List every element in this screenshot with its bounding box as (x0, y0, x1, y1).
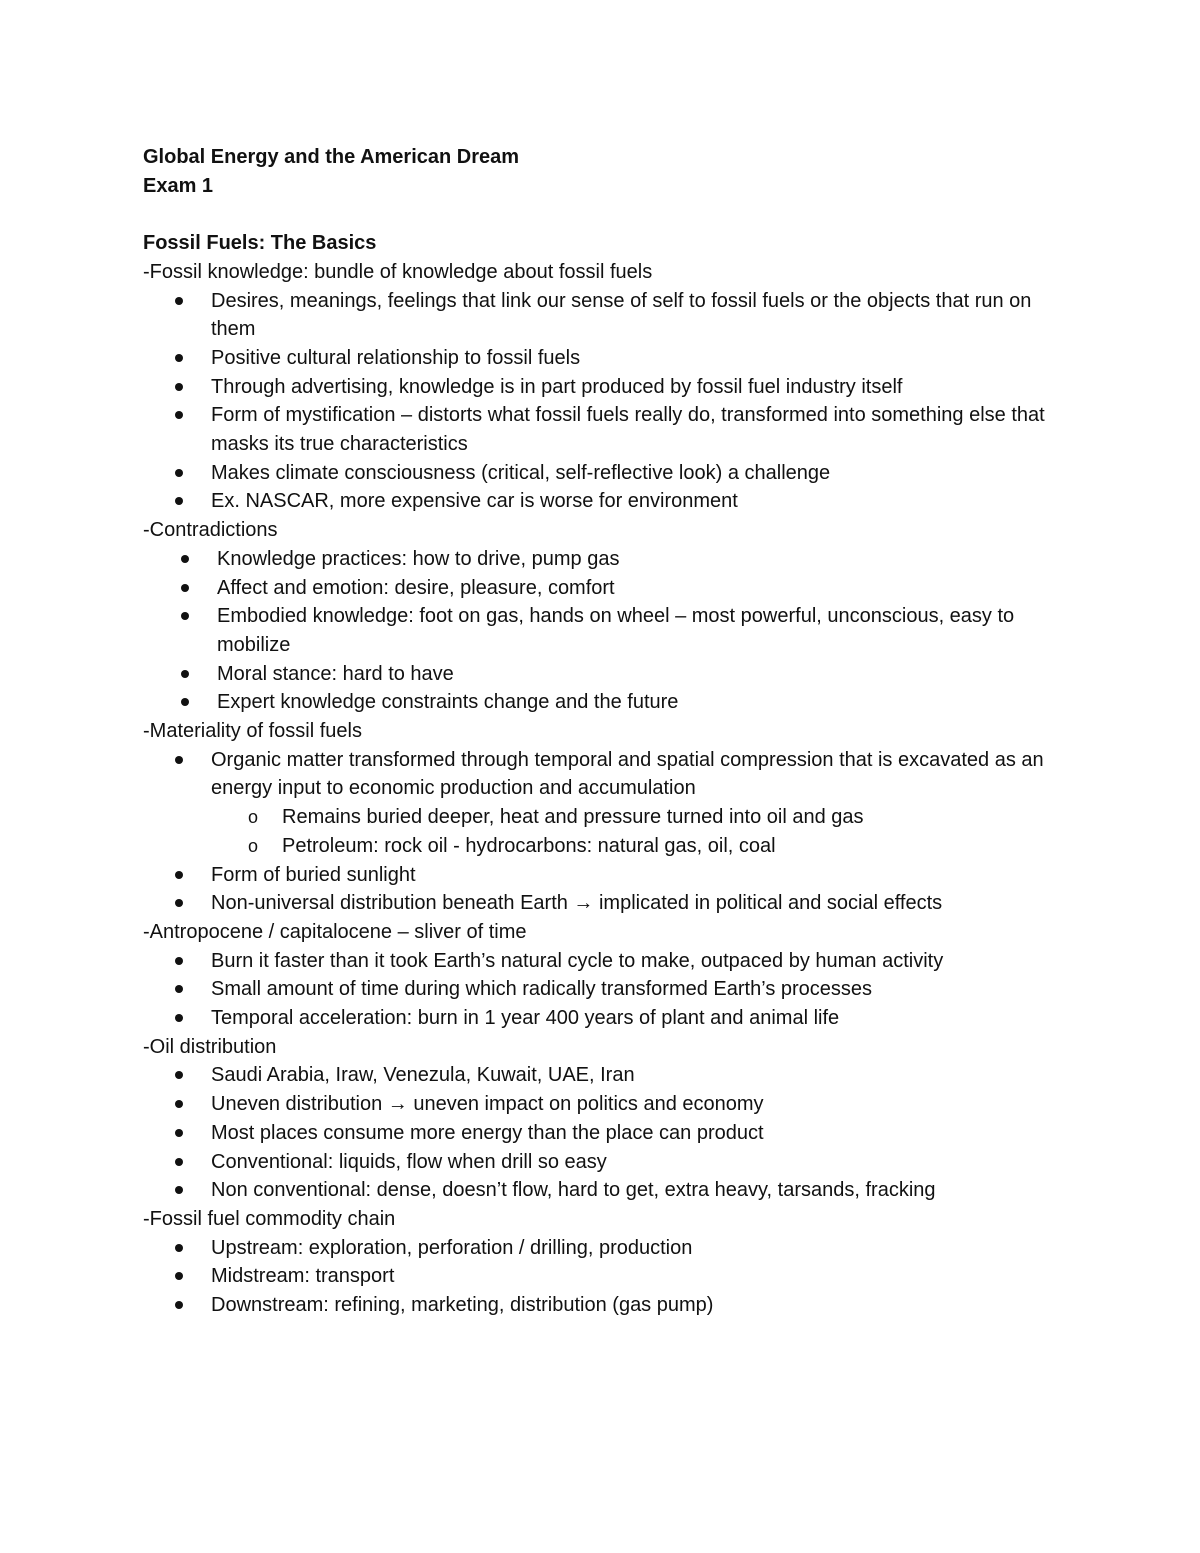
list-item: Desires, meanings, feelings that link our sense of self to fossil fuels or the objects that run on them (143, 287, 1073, 344)
bullet-list (143, 287, 1073, 517)
list-item (143, 746, 1073, 861)
list-item: Downstream: refining, marketing, distribution (gas pump) (143, 1291, 1073, 1320)
bullet-list (143, 947, 1073, 1033)
list-item: Most places consume more energy than the place can product (143, 1119, 1073, 1148)
list-item: Non-universal distribution beneath Earth → implicated in political and social effects (143, 889, 1073, 918)
document-page (143, 143, 1073, 1320)
sub-list-item: o Petroleum: rock oil - hydrocarbons: natural gas, oil, coal (211, 832, 1073, 861)
list-item: Midstream: transport (143, 1262, 1073, 1291)
course-title: Global Energy and the American Dream (143, 146, 520, 168)
topic-materiality (143, 717, 1073, 918)
topic-oil-distribution (143, 1033, 1073, 1205)
blank-line (143, 200, 1073, 229)
list-item: Positive cultural relationship to fossil fuels (143, 344, 1073, 373)
topic-commodity-chain (143, 1205, 1073, 1320)
list-item: Moral stance: hard to have (143, 660, 1073, 689)
bullet-list (143, 1234, 1073, 1320)
sub-bullet-list (211, 803, 1073, 860)
bullet-list (143, 746, 1073, 918)
exam-label: Exam 1 (143, 174, 214, 197)
list-item: Form of mystification – distorts what fossil fuels really do, transformed into something else that masks its true characteristics (143, 401, 1073, 458)
list-item: Affect and emotion: desire, pleasure, comfort (143, 574, 1073, 603)
list-item: Form of buried sunlight (143, 861, 1073, 890)
list-item: Upstream: exploration, perforation / drilling, production (143, 1234, 1073, 1263)
list-item: Conventional: liquids, flow when drill so easy (143, 1148, 1073, 1177)
list-item: Temporal acceleration: burn in 1 year 400 years of plant and animal life (143, 1004, 1073, 1033)
list-item: Burn it faster than it took Earth’s natural cycle to make, outpaced by human activity (143, 947, 1073, 976)
list-item: Non conventional: dense, doesn’t flow, hard to get, extra heavy, tarsands, fracking (143, 1176, 1073, 1205)
list-item: Through advertising, knowledge is in part produced by fossil fuel industry itself (143, 373, 1073, 402)
list-item: Expert knowledge constraints change and the future (143, 688, 1073, 717)
list-item: Uneven distribution → uneven impact on politics and economy (143, 1090, 1073, 1119)
topic-heading: -Fossil knowledge: bundle of knowledge about fossil fuels (143, 260, 653, 283)
list-item: Saudi Arabia, Iraw, Venezula, Kuwait, UAE, Iran (143, 1061, 1073, 1090)
topic-heading: -Antropocene / capitalocene – sliver of time (143, 920, 527, 943)
topic-heading: -Contradictions (143, 519, 278, 542)
bullet-list (143, 545, 1073, 717)
list-item: Ex. NASCAR, more expensive car is worse for environment (143, 487, 1073, 516)
topic-fossil-knowledge (143, 258, 1073, 516)
list-item: Makes climate consciousness (critical, self-reflective look) a challenge (143, 459, 1073, 488)
sub-list-item: o Remains buried deeper, heat and pressure turned into oil and gas (211, 803, 1073, 832)
list-item: Knowledge practices: how to drive, pump gas (143, 545, 1073, 574)
topic-antropocene (143, 918, 1073, 1033)
list-item-text: Organic matter transformed through temporal and spatial compression that is excavated as an energy input to economic production and accumulation (211, 748, 1044, 800)
list-item: Embodied knowledge: foot on gas, hands on wheel – most powerful, unconscious, easy to mobilize (143, 602, 1073, 659)
bullet-list (143, 1061, 1073, 1205)
list-item: Small amount of time during which radically transformed Earth’s processes (143, 975, 1073, 1004)
section-title: Fossil Fuels: The Basics (143, 232, 377, 255)
topic-heading: -Fossil fuel commodity chain (143, 1208, 396, 1230)
topic-heading: -Oil distribution (143, 1035, 277, 1058)
topic-heading: -Materiality of fossil fuels (143, 720, 362, 743)
topic-contradictions (143, 516, 1073, 717)
